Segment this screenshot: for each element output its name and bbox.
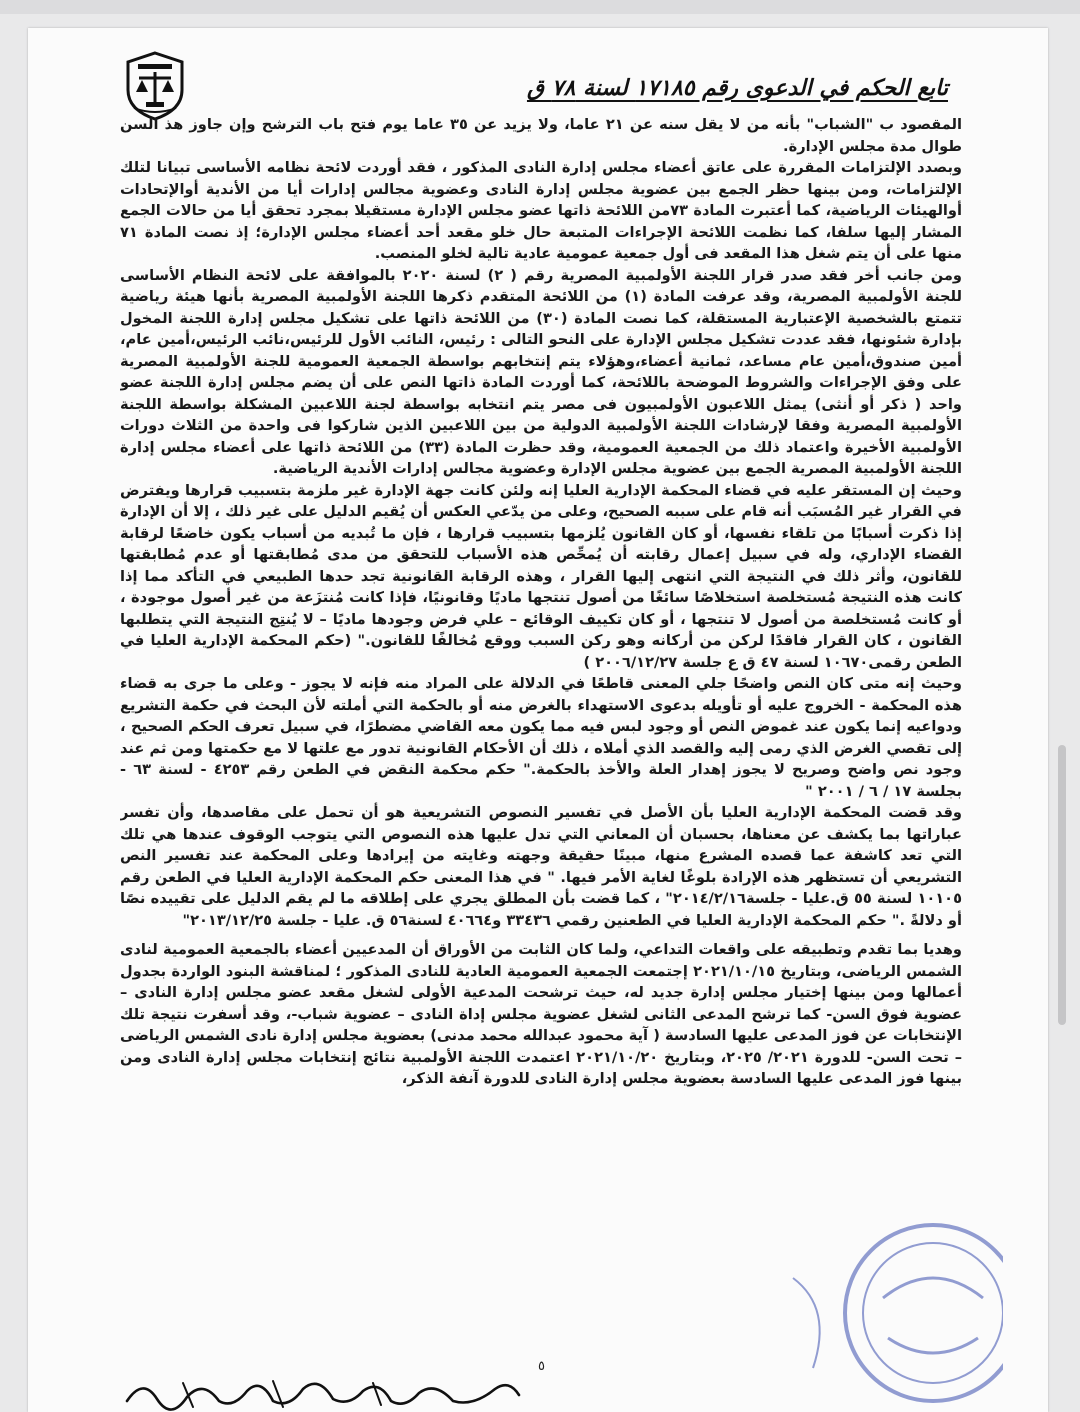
viewer-top-strip: [0, 0, 1080, 14]
document-page: [28, 28, 1048, 1412]
vertical-scrollbar[interactable]: [1058, 745, 1066, 1025]
page-number: ٥: [538, 1359, 545, 1374]
state-council-logo-icon: [124, 50, 186, 122]
paragraph: وحيث إنه متى كان النص واضحًا جلي المعنى قاطعًا في الدلالة على المراد منه فإنه لا يجوز - وعلى ما جرى به قضاء هذه المحكمة - الخروج عليه أو تأويله بدعوى الاستهداء بالغرض منه أو بالحكمة التي أملته لأن البحث في حكمة التشريع ودواعيه إنما يكون عند غموض النص أو وجود لبس فيه مما يكون معه القاضي مضطرًا، في سبيل تعرف الحكم الصحيح ، إلى تقصي الغرض الذي رمى إليه والقصد الذي أملاه ، ذلك أن الأحكام القانونية تدور مع علتها لا مع حكمتها ومن ثم عند وجود نص واضح وصريح لا يجوز إهدار العلة والأخذ بالحكمة." حكم محكمة النقض في الطعن رقم ٤٢٥٣ - لسنة ٦٣ - بجلسة ١٧ / ٦ / ٢٠٠١ ": [120, 675, 962, 800]
handwritten-signature: [123, 1371, 523, 1412]
paragraph: المقصود ب "الشباب" بأنه من لا يقل سنه عن ٢١ عاما، ولا يزيد عن ٣٥ عاما يوم فتح باب الترشح وإن جاوز هذ السن طوال مدة مجلس الإدارة.: [120, 116, 962, 155]
official-stamp: [773, 1218, 1003, 1412]
paragraph: وبصدد الإلتزامات المقررة على عاتق أعضاء مجلس إدارة النادى المذكور ، فقد أوردت لائحة نظامه الأساسى تبيانا لتلك الإلتزامات، ومن بينها حظر الجمع بين عضوية مجلس إدارة النادى وعضوية مجالس إدارات أيا من الأندية أوالإتحادات أوالهيئات الرياضية، كما أعتبرت المادة ٧٣من اللائحة ذاتها عضو مجلس الإدارة مستقيلا بمجرد تحقق أيا من حالات الجمع المشار إليها سلفا، كما نظمت اللائحة الإجراءات المتبعة حال خلو مقعد أحد أعضاء مجلس الإدارة؛ إذ نصت المادة ٧١ منها على أن يتم شغل هذا المقعد فى أول جمعية عمومية عادية تالية لخلو المنصب.: [120, 159, 962, 262]
paragraph: ومن جانب أخر فقد صدر قرار اللجنة الأولمبية المصرية رقم ( ٢) لسنة ٢٠٢٠ بالموافقة على لائحة النظام الأساسى للجنة الأولمبية المصرية، وقد عرفت المادة (١) من اللائحة المتقدم ذكرها اللجنة الأولمبية المصرية بأنها هيئة رياضية تتمتع بالشخصية الإعتبارية المستقلة، كما نصت المادة (٣٠) من اللائحة ذاتها على تشكيل مجلس إدارة اللجنة المخول بإدارة شئونها، فقد عددت تشكيل مجلس الإدارة على النحو التالى : رئيس، النائب الأول للرئيس،نائب الرئيس،أمين عام، أمين صندوق،أمين عام مساعد، ثمانية أعضاء،وهؤلاء يتم إنتخابهم بواسطة الجمعية العمومية للجنة الأولمبية المصرية على وفق الإجراءات والشروط الموضحة باللائحة، كما أوردت المادة ذاتها النص على أن يضم مجلس إدارة اللجنة عضو واحد ( ذكر أو أنثى) يمثل اللاعبون الأولمبيون فى مصر يتم انتخابه بواسطة لجنة اللاعبين المشكلة بواسطة اللجنة الأولمبية المصرية وفقا لإرشادات اللجنة الأولمبية الدولية من بين اللاعبين الذين شاركوا فى واحدة من الثلاث دورات الأولمبية الأخيرة واعتماد ذلك من الجمعية العمومية، وقد حظرت المادة (٣٣) من اللائحة ذاتها على أعضاء مجلس إدارة اللجنة الأولمبية المصرية الجمع بين عضوية مجلس الإدارة وعضوية مجالس إدارات الأندية الرياضية.: [120, 266, 962, 477]
document-header: تابع الحكم في الدعوى رقم ١٧١٨٥ لسنة ٧٨ ق: [526, 76, 948, 101]
paragraph: وقد قضت المحكمة الإدارية العليا بأن الأصل في تفسير النصوص التشريعية هو أن تحمل على مقاصدها، وأن تفسر عباراتها بما يكشف عن معناها، بحسبان أن المعاني التي تدل عليها هذه النصوص التي يتوجب الوقوف عندها هي تلك التي تعد كاشفة عما قصده المشرع منها، مبينًا حقيقة وجهته وغايته من إيرادها وعلى المحكمة عند تفسير النص التشريعي أن تستظهر هذه الإرادة بلوغًا لغاية الأمر فيها. " في هذا المعنى حكم المحكمة الإدارية العليا في الطعن رقم ١٠١٠٥ لسنة ٥٥ ق.عليا - جلسة٢٠١٤/٢/١٦" ، كما قضت بأن المطلق يجري على إطلاقه ما لم يقم الدليل على تقييده نصًا أو دلالةً ." حكم المحكمة الإدارية العليا في الطعنين رقمي ٣٣٤٣٦ و٤٠٦٦٤ لسنة٥٦ ق. عليا - جلسة ٢٠١٣/١٢/٢٥": [120, 804, 962, 929]
document-body: [120, 114, 962, 1354]
paragraph: وهديا بما تقدم وتطبيقه على واقعات التداعي، ولما كان الثابت من الأوراق أن المدعيين أعضاء بالجمعية العمومية لنادى الشمس الرياضى، وبتاريخ ٢٠٢١/١٠/١٥ إجتمعت الجمعية العمومية العادية للنادى المذكور ؛ لمناقشة البنود الواردة بجدول أعمالها ومن بينها إختيار مجلس إدارة جديد له، حيث ترشحت المدعية الأولى لشغل مقعد عضو مجلس إدارة النادى – عضوية فوق السن- كما ترشح المدعى الثانى لشغل عضوية مجلس إداة النادى – عضوية شباب-، وقد أسفرت نتيجة تلك الإنتخابات عن فوز المدعى عليها السادسة ( آية محمود عبدالله محمد مدنى) بعضوية مجلس إدارة نادى الشمس الرياضى – تحت السن- للدورة ٢٠٢١/ ٢٠٢٥، وبتاريخ ٢٠٢١/١٠/٢٠ اعتمدت اللجنة الأولمبية نتائج إنتخابات مجلس إدارة النادى ومن بينها فوز المدعى عليها السادسة بعضوية مجلس إدارة النادى للدورة آنفة الذكر،: [120, 941, 962, 1087]
paragraph: وحيث إن المستقر عليه في قضاء المحكمة الإدارية العليا إنه ولئن كانت جهة الإدارة غير ملزمة بتسبيب قرارها ويفترض في القرار غير المُسبَب أنه قام على سببه الصحيح، وعلى من يدّعي العكس أن يُقيم الدليل على غير ذلك ، إلا أن الإدارة إذا ذكرت أسبابًا من تلقاء نفسها، أو كان القانون يُلزمها بتسبيب قرارها ، فإن ما تُبديه من أسباب يكون خاضعًا لرقابة القضاء الإداري، وله في سبيل إعمال رقابته أن يُمحِّص هذه الأسباب للتحقق من مدى مُطابقتها أو عدم مُطابقتها للقانون، وأثر ذلك في النتيجة التي انتهى إليها القرار ، وهذه الرقابة القانونية تجد حدها الطبيعي في التأكد مما إذا كانت هذه النتيجة مُستخلصة استخلاصًا سائغًا من أصول تنتجها ماديًا وقانونيًا، فإذا كانت مُنتزَعة من غير أصول موجودة ، أو كانت مُستخلصة من أصول لا تنتجها ، أو كان تكييف الوقائع – علي فرض وجودها ماديًا – لا يُنتِج النتيجة التي يتطلبها القانون ، كان القرار فاقدًا لركن من أركانه وهو ركن السبب ووقع مُخالفًا للقانون." (حكم المحكمة الإدارية العليا في الطعن رقمى١٠٦٧٠ لسنة ٤٧ ق ع جلسة ٢٠٠٦/١٢/٢٧ ): [120, 481, 962, 671]
